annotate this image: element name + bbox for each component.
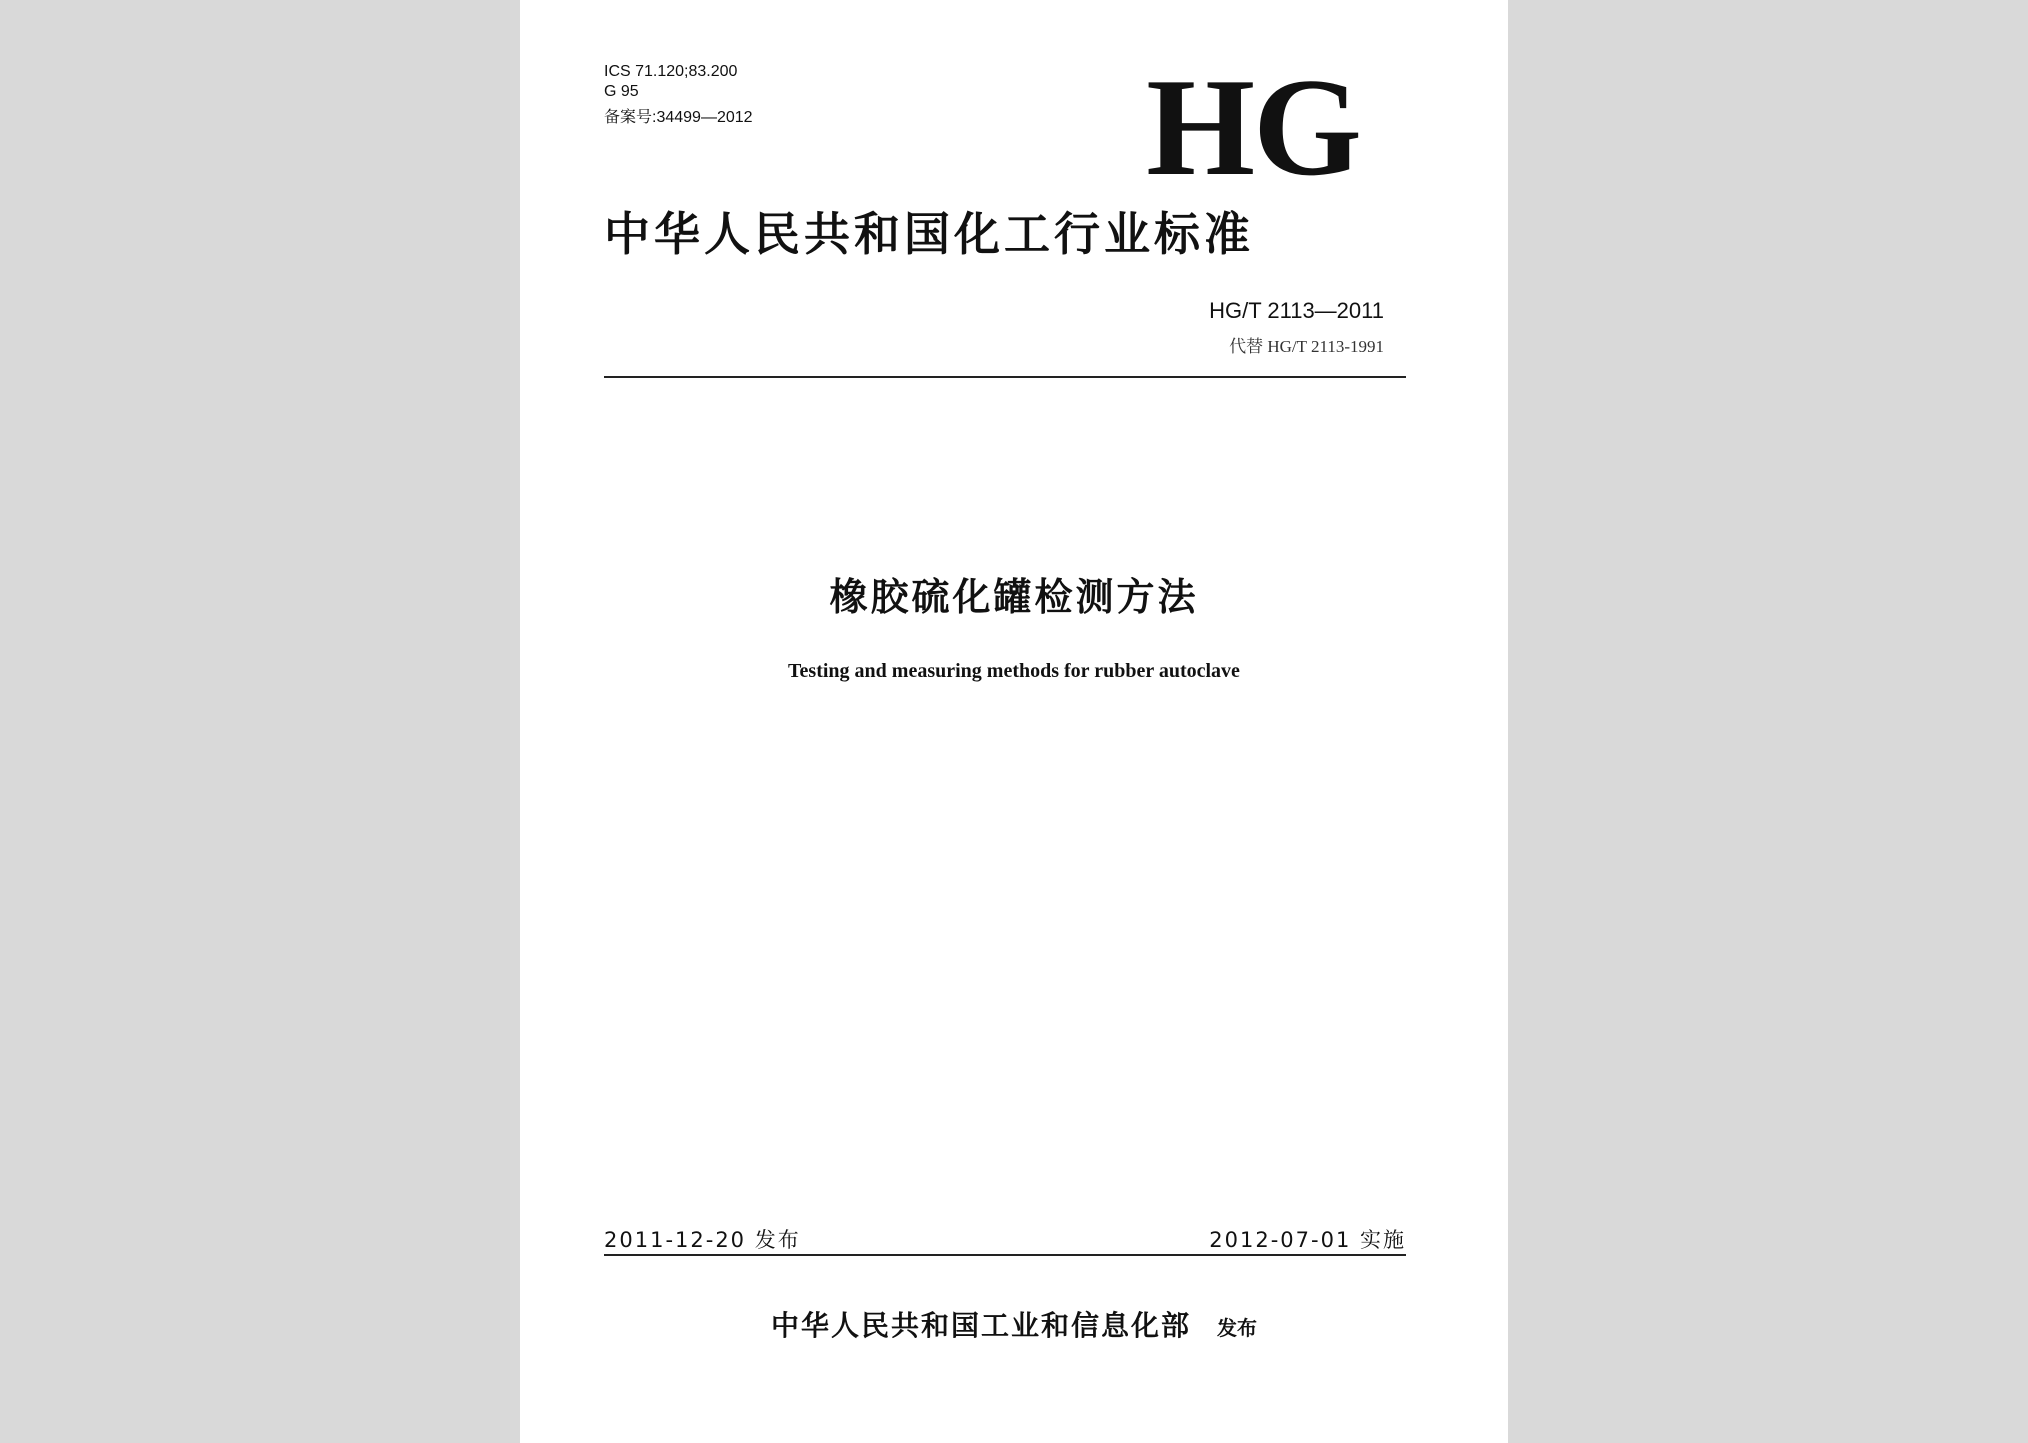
standard-category-title: 中华人民共和国化工行业标准	[604, 207, 1254, 261]
standard-number: HG/T 2113—2011	[1209, 298, 1384, 323]
header-divider	[604, 376, 1406, 378]
publish-date: 2011-12-20 发布	[604, 1228, 801, 1252]
ccs-code: G 95	[604, 83, 639, 100]
issuer-suffix: 发布	[1217, 1316, 1257, 1340]
document-page	[520, 0, 1508, 1443]
footer-divider	[604, 1254, 1406, 1256]
issuer-name: 中华人民共和国工业和信息化部	[770, 1309, 1191, 1342]
hg-logo: HG	[1146, 50, 1360, 205]
replaces-standard: 代替 HG/T 2113-1991	[1229, 337, 1384, 356]
issuing-authority	[520, 1304, 1508, 1344]
record-number: 备案号:34499—2012	[604, 109, 753, 126]
document-title-chinese: 橡胶硫化罐检测方法	[829, 575, 1199, 619]
ics-code: ICS 71.120;83.200	[604, 63, 738, 80]
effective-date: 2012-07-01 实施	[1209, 1228, 1406, 1252]
document-title-english: Testing and measuring methods for rubber autoclave	[788, 660, 1240, 682]
